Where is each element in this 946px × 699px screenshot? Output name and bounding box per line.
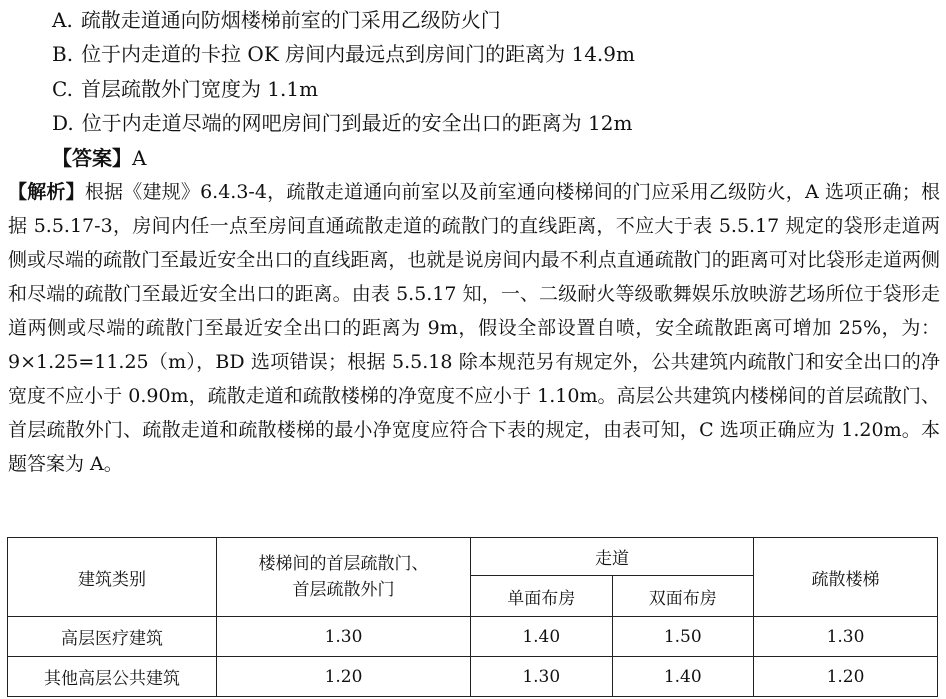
answer-value: A — [132, 146, 147, 170]
analysis-paragraph — [8, 175, 940, 481]
header-corridor: 走道 — [471, 538, 754, 576]
header-first-floor-line1: 楼梯间的首层疏散门、 — [258, 554, 429, 574]
cell-first-floor: 1.20 — [217, 657, 471, 697]
header-building-type: 建筑类别 — [8, 538, 217, 617]
header-stairs: 疏散楼梯 — [754, 538, 938, 617]
cell-single-side: 1.40 — [471, 617, 613, 657]
analysis-text: 根据《建规》6.4.3-4，疏散走道通向前室以及前室通向楼梯间的门应采用乙级防火，A 选项正确；根据 5.5.17-3，房间内任一点至房间直通疏散走道的疏散门的直线距离，不应大于表 5.5.17 规定的袋形走道两侧或尽端的疏散门至最近安全出口的直线距离，也就是说房间内最不利点直通疏散门的距离可对比袋形走道两侧和尽端的疏散门至最近安全出口的距离。由表 5.5.17 知，一、二级耐火等级歌舞娱乐放映游艺场所位于袋形走道两侧或尽端的疏散门至最近安全出口的距离为 9m，假设全部设置自喷，安全疏散距离可增加 25%，为：9×1.25=11.25（m），BD 选项错误；根据 5.5.18 除本规范另有规定外，公共建筑内疏散门和安全出口的净宽度不应小于 0.90m，疏散走道和疏散楼梯的净宽度不应小于 1.10m。高层公共建筑内楼梯间的首层疏散门、首层疏散外门、疏散走道和疏散楼梯的最小净宽度应符合下表的规定，由表可知，C 选项正确应为 1.20m。本题答案为 A。 — [8, 181, 940, 475]
option-letter: B. — [52, 42, 74, 66]
option-letter: A. — [52, 8, 73, 32]
cell-building-type: 其他高层公共建筑 — [8, 657, 217, 697]
cell-double-side: 1.50 — [612, 617, 754, 657]
cell-first-floor: 1.30 — [217, 617, 471, 657]
cell-single-side: 1.30 — [471, 657, 613, 697]
cell-stairs: 1.20 — [754, 657, 938, 697]
option-text: 首层疏散外门宽度为 1.1m — [80, 77, 319, 101]
option-a — [52, 3, 501, 37]
table-row — [8, 617, 938, 657]
cell-stairs: 1.30 — [754, 617, 938, 657]
header-single-side: 单面布房 — [471, 576, 613, 617]
option-text: 位于内走道尽端的网吧房间门到最近的安全出口的距离为 12m — [81, 111, 633, 135]
option-text: 疏散走道通向防烟楼梯前室的门采用乙级防火门 — [80, 8, 501, 32]
cell-building-type: 高层医疗建筑 — [8, 617, 217, 657]
header-first-floor-doors — [217, 538, 471, 617]
option-c — [52, 72, 318, 106]
header-double-side: 双面布房 — [612, 576, 754, 617]
width-requirements-table — [7, 537, 938, 697]
cell-double-side: 1.40 — [612, 657, 754, 697]
option-letter: C. — [52, 77, 73, 101]
table-row — [8, 657, 938, 697]
option-b — [52, 37, 635, 71]
option-text: 位于内走道的卡拉 OK 房间内最远点到房间门的距离为 14.9m — [81, 42, 635, 66]
header-first-floor-line2: 首层疏散外门 — [292, 580, 395, 600]
option-letter: D. — [52, 111, 74, 135]
answer-label: 【答案】 — [52, 146, 132, 170]
answer-line — [52, 141, 146, 175]
analysis-label: 【解析】 — [8, 181, 85, 203]
option-d — [52, 106, 632, 140]
